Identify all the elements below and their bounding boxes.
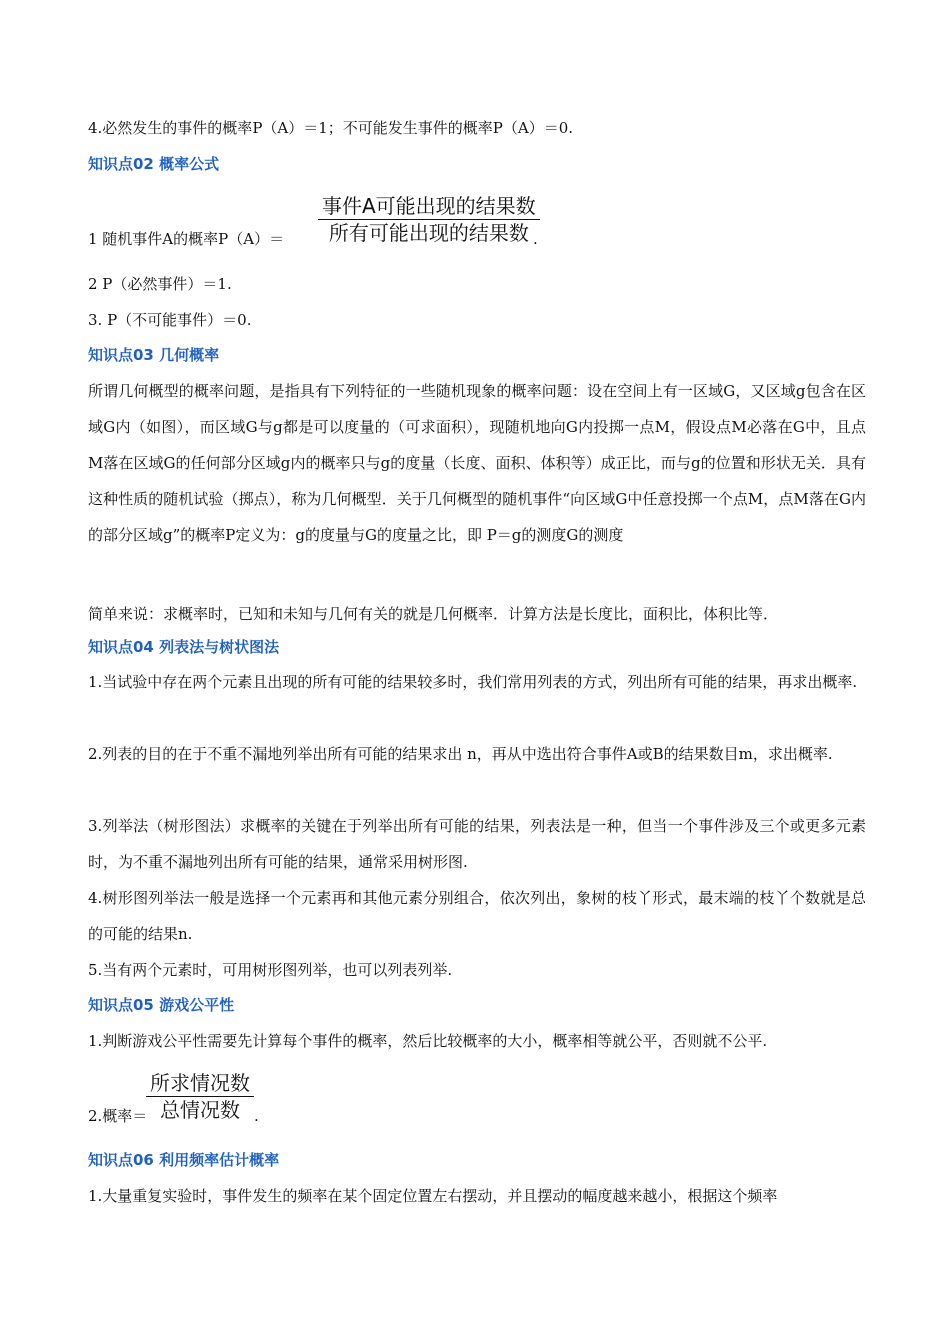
section-04-item-3: 3.列举法（树形图法）求概率的关键在于列举出所有可能的结果，列表法是一种，但当一个事件涉及三个或更多元素时，为不重不漏地列出所有可能的结果，通常采用树形图. <box>88 817 866 871</box>
formula-4-prefix: 2.概率＝ <box>88 1107 148 1125</box>
section-04-item-1: 1.当试验中存在两个元素且出现的所有可能的结果较多时，我们常用列表的方式，列出所有可能的结果，再求出概率. <box>88 673 858 691</box>
section-03-heading: 知识点03 几何概率 <box>88 346 220 364</box>
formula-1-fraction <box>318 194 540 245</box>
section-04-item-4: 4.树形图列举法一般是选择一个元素再和其他元素分别组合，依次列出，象树的枝丫形式，最末端的枝丫个数就是总的可能的结果n. <box>88 889 866 943</box>
section-04-heading: 知识点04 列表法与树状图法 <box>88 638 280 656</box>
section-06-heading: 知识点06 利用频率估计概率 <box>88 1151 280 1169</box>
formula-4-numerator: 所求情况数 <box>146 1071 254 1097</box>
formula-4-denominator: 总情况数 <box>160 1098 240 1122</box>
formula-1-prefix: 1 随机事件A的概率P（A）＝ <box>88 230 285 248</box>
formula-4-fraction <box>146 1071 254 1122</box>
formula-4-suffix: . <box>254 1107 259 1125</box>
formula-2: 2 P（必然事件）＝1. <box>88 275 232 293</box>
section-05-item-1: 1.判断游戏公平性需要先计算每个事件的概率，然后比较概率的大小，概率相等就公平，否则就不公平. <box>88 1032 768 1050</box>
formula-1-suffix: . <box>533 230 538 248</box>
section-06-item-1: 1.大量重复实验时，事件发生的频率在某个固定位置左右摆动，并且摆动的幅度越来越小，根据这个频率 <box>88 1187 778 1205</box>
section-02-heading: 知识点02 概率公式 <box>88 155 220 173</box>
formula-1-denominator: 所有可能出现的结果数 <box>328 221 529 245</box>
section-03-summary: 简单来说：求概率时，已知和未知与几何有关的就是几何概率．计算方法是长度比，面积比，体积比等． <box>88 605 779 623</box>
section-05-heading: 知识点05 游戏公平性 <box>88 996 235 1014</box>
formula-3: 3. P（不可能事件）＝0. <box>88 311 252 329</box>
section-04-item-2: 2.列表的目的在于不重不漏地列举出所有可能的结果求出 n，再从中选出符合事件A或B的结果数目m，求出概率. <box>88 745 833 763</box>
intro-line: 4.必然发生的事件的概率P（A）＝1；不可能发生事件的概率P（A）＝0. <box>88 119 574 137</box>
formula-1-numerator: 事件A可能出现的结果数 <box>318 194 540 220</box>
section-03-paragraph: 所谓几何概型的概率问题，是指具有下列特征的一些随机现象的概率问题：设在空间上有一区域G，又区域g包含在区域G内（如图），而区域G与g都是可以度量的（可求面积），现随机地向G内投掷一点M，假设点M必落在G中，且点M落在区域G的任何部分区域g内的概率只与g的度量（长度、面积、体积等）成正比，而与g的位置和形状无关．具有这种性质的随机试验（掷点），称为几何概型．关于几何概型的随机事件“向区域G中任意投掷一个点M，点M落在G内的部分区域g”的概率P定义为：g的度量与G的度量之比，即 P＝g的测度G的测度 <box>88 382 866 544</box>
section-04-item-5: 5.当有两个元素时，可用树形图列举，也可以列表列举. <box>88 961 453 979</box>
